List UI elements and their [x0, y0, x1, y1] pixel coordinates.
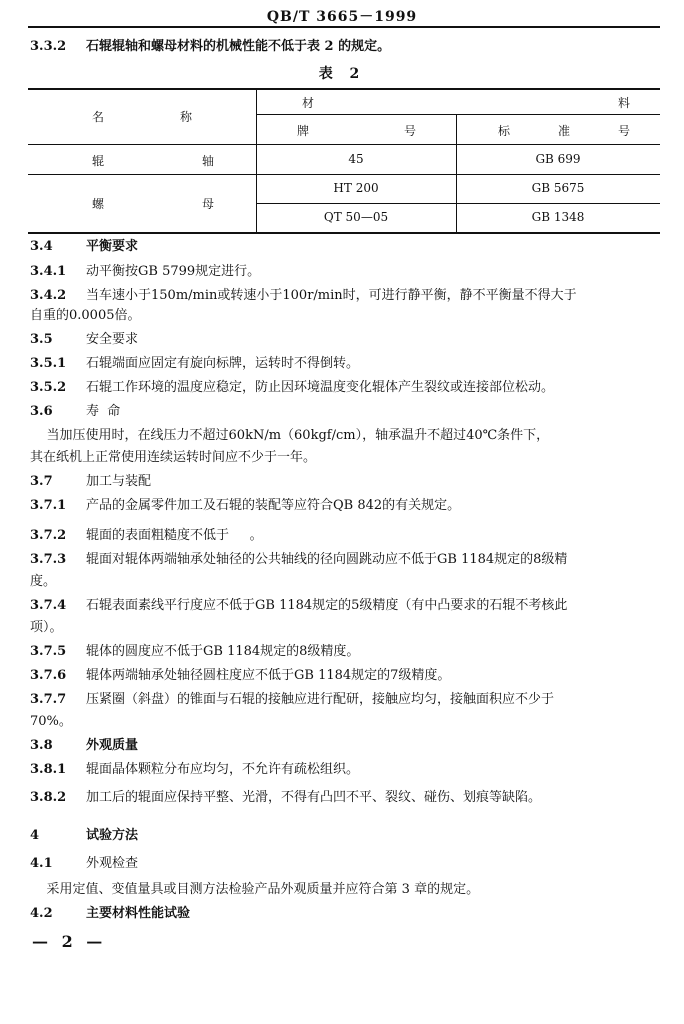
clause-number: 3.7.6: [30, 668, 67, 683]
clause-continuation: [30, 307, 660, 325]
clause-number: 3.7.3: [30, 552, 67, 567]
clause-text: 动平衡按GB 5799规定进行。: [86, 264, 261, 279]
head-grade-2: 号: [403, 124, 416, 138]
clause: [30, 497, 660, 515]
clause-text: 当车速小于150m/min或转速小于100r/min时，可进行静平衡，静不平衡量不得大于: [86, 288, 577, 303]
head-material-1: 材: [301, 96, 314, 110]
table-header-rule: [256, 114, 660, 115]
clause-text: 辊面晶体颗粒分布应均匀，不允许有疏松组织。: [86, 762, 360, 777]
table-row-rule: [28, 174, 660, 175]
table-row-rule: [256, 203, 660, 204]
row2-name-2: 母: [201, 197, 214, 211]
clause-continuation: [30, 427, 660, 445]
clause-text: 辊面对辊体两端轴承处轴径的公共轴线的径向圆跳动应不低于GB 1184规定的8级精: [86, 552, 568, 567]
clause-number: 3.7.5: [30, 644, 67, 659]
clause: [30, 855, 660, 873]
clause: [30, 287, 660, 305]
clause-text: 70%。: [30, 714, 72, 729]
row1-grade: 45: [348, 152, 364, 166]
row1-standard: GB 699: [535, 152, 581, 166]
head-material-2: 料: [617, 96, 630, 110]
clause-text: 外观检查: [86, 856, 139, 871]
row2-name-1: 螺: [91, 197, 104, 211]
clause: [30, 905, 660, 923]
clause-number: 3.7: [30, 474, 53, 489]
row2-grade: HT 200: [333, 181, 379, 195]
clause: [30, 827, 660, 845]
clause: [30, 403, 660, 421]
clause-text: 度。: [30, 574, 57, 589]
clause-text: 项）。: [30, 620, 63, 635]
clause-text: 石辊表面素线平行度应不低于GB 1184规定的5级精度（有中凸要求的石辊不考核此: [86, 598, 568, 613]
clause-text: 外观质量: [86, 738, 139, 753]
document-header: QB/T 3665－1999: [266, 9, 418, 25]
clause-text: 石辊工作环境的温度应稳定，防止因环境温度变化辊体产生裂纹或连接部位松动。: [86, 380, 555, 395]
head-standard-1: 标: [497, 124, 510, 138]
clause-text: 压紧圈（斜盘）的锥面与石辊的接触应进行配研，接触应均匀，接触面积应不少于: [86, 692, 555, 707]
clause-continuation: [30, 619, 660, 637]
clause-text: 自重的0.0005倍。: [30, 308, 141, 323]
clause: [30, 737, 660, 755]
material-table: [28, 88, 660, 234]
clause-number: 3.4.2: [30, 288, 67, 303]
row3-grade: QT 50—05: [323, 210, 389, 224]
clause-text: 加工与装配: [86, 474, 152, 489]
table-title: 表 2: [318, 66, 366, 82]
clause-number: 3.7.1: [30, 498, 67, 513]
clause-text: 石辊端面应固定有旋向标牌，运转时不得倒转。: [86, 356, 360, 371]
clause-number: 3.7.4: [30, 598, 67, 613]
clause-text: 石辊辊轴和螺母材料的机械性能不低于表 2 的规定。: [86, 39, 391, 54]
clause-number: 4.1: [30, 856, 53, 871]
clause-text: 平衡要求: [86, 239, 139, 254]
clause-text: 辊体的圆度应不低于GB 1184规定的8级精度。: [86, 644, 360, 659]
clause-number: 3.8: [30, 738, 53, 753]
clause: [30, 551, 660, 569]
table-header-bottom-rule: [28, 144, 660, 145]
clause-number: 3.5.1: [30, 356, 67, 371]
clause: [30, 789, 660, 807]
table-top-rule: [28, 88, 660, 90]
row1-name-2: 轴: [201, 154, 214, 168]
clause-number: 3.7.7: [30, 692, 67, 707]
head-name-1: 名: [91, 110, 104, 124]
clause-number: 3.3.2: [30, 39, 67, 54]
clause: [30, 667, 660, 685]
clause-text: 采用定值、变值量具或目测方法检验产品外观质量并应符合第 3 章的规定。: [30, 882, 480, 897]
clause-text: 安全要求: [86, 332, 139, 347]
clause-number: 3.5: [30, 332, 53, 347]
clause-number: 4.2: [30, 906, 53, 921]
head-name-2: 称: [179, 110, 192, 124]
clause-text: 产品的金属零件加工及石辊的装配等应符合QB 842的有关规定。: [86, 498, 461, 513]
page-number: — 2 —: [32, 932, 107, 951]
clause-text: 寿 命: [86, 404, 121, 419]
clause-continuation: [30, 881, 660, 899]
clause-text: 加工后的辊面应保持平整、光滑，不得有凸凹不平、裂纹、碰伤、划痕等缺陷。: [86, 790, 542, 805]
clause-text: 辊面的表面粗糙度不低于 。: [86, 528, 263, 543]
clause-text: 主要材料性能试验: [86, 906, 191, 921]
clause: [30, 761, 660, 779]
clause-number: 3.8.1: [30, 762, 67, 777]
clause-number: 4: [30, 828, 40, 843]
clause-number: 3.4.1: [30, 264, 67, 279]
clause-text: 当加压使用时，在线压力不超过60kN/m（60kgf/cm），轴承温升不超过40℃条件下，: [30, 428, 550, 443]
row1-name-1: 辊: [91, 154, 104, 168]
clause: [30, 597, 660, 615]
row3-standard: GB 1348: [531, 210, 585, 224]
row2-standard: GB 5675: [531, 181, 585, 195]
clause-continuation: [30, 573, 660, 591]
head-standard-2: 准: [557, 124, 570, 138]
clause: [30, 527, 660, 545]
clause: [30, 355, 660, 373]
clause-number: 3.5.2: [30, 380, 67, 395]
head-standard-3: 号: [617, 124, 630, 138]
clause-number: 3.6: [30, 404, 53, 419]
clause-number: 3.7.2: [30, 528, 67, 543]
clause: [30, 263, 660, 281]
clause: [30, 643, 660, 661]
clause-text: 辊体两端轴承处轴径圆柱度应不低于GB 1184规定的7级精度。: [86, 668, 451, 683]
clause: [30, 331, 660, 349]
clause: [30, 473, 660, 491]
clause-number: 3.4: [30, 239, 53, 254]
header-rule: [28, 26, 660, 28]
table-bottom-rule: [28, 232, 660, 234]
clause: [30, 238, 660, 256]
clause-text: 试验方法: [86, 828, 139, 843]
clause-text: 其在纸机上正常使用连续运转时间应不少于一年。: [30, 450, 317, 465]
clause: [30, 691, 660, 709]
clause-number: 3.8.2: [30, 790, 67, 805]
clause-3-3-2: [30, 38, 660, 56]
clause-continuation: [30, 713, 660, 731]
clause-continuation: [30, 449, 660, 467]
clause: [30, 379, 660, 397]
head-grade-1: 牌: [296, 124, 309, 138]
